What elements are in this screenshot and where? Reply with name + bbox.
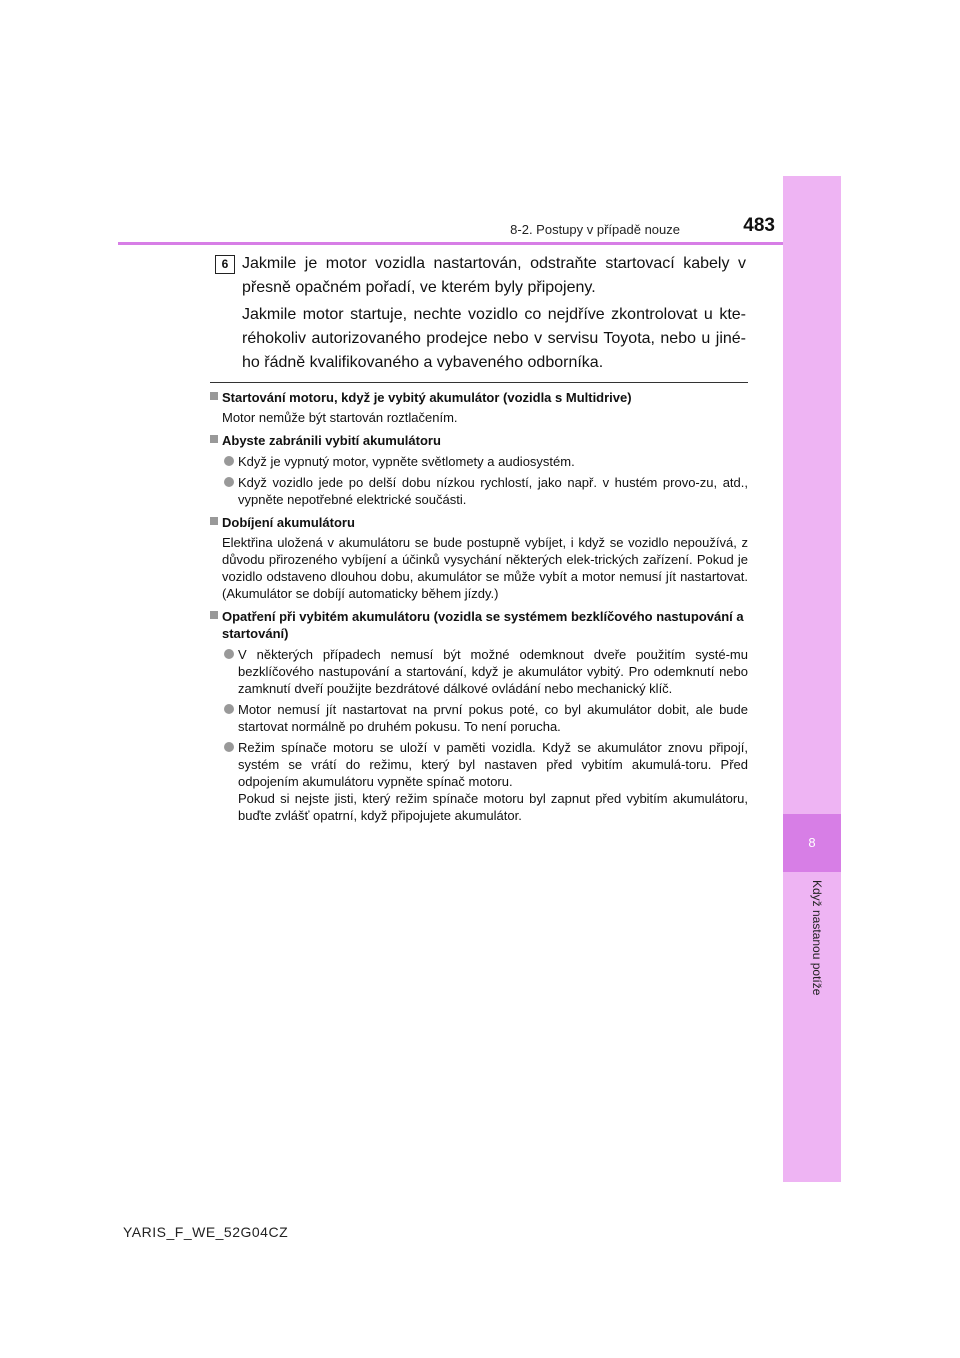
chapter-number-tab[interactable]: 8	[783, 814, 841, 872]
note-body: Motor nemůže být startován roztlačením.	[222, 410, 458, 425]
bullet-item: Když je vypnutý motor, vypněte světlomety a audiosystém.	[210, 453, 748, 470]
bullet-item: V některých případech nemusí být možné odemknout dveře použitím systé-mu bezklíčového nastupování a startování, když je akumulátor vybitý. Pro odemknutí nebo zamknutí dveří použijte bezdrátové dálkové ovládání nebo mechanický klíč.	[210, 646, 748, 697]
round-bullet-icon	[224, 456, 234, 466]
note-heading: Dobíjení akumulátoru	[210, 514, 748, 531]
round-bullet-icon	[224, 649, 234, 659]
round-bullet-icon	[224, 742, 234, 752]
bullet-item: Když vozidlo jede po delší dobu nízkou rychlostí, jako např. v hustém provo-zu, atd., vypněte nepotřebné elektrické součásti.	[210, 474, 748, 508]
square-bullet-icon	[210, 517, 218, 525]
notes-section	[210, 389, 748, 824]
note-heading: Opatření při vybitém akumulátoru (vozidla se systémem bezklíčového nastupování a startování)	[210, 608, 748, 642]
section-title: 8-2. Postupy v případě nouze	[510, 222, 680, 237]
chapter-title-vertical: Když nastanou potíže	[810, 880, 824, 996]
note-heading: Startování motoru, když je vybitý akumulátor (vozidla s Multidrive)	[210, 389, 748, 406]
page-number: 483	[743, 215, 775, 236]
round-bullet-icon	[224, 477, 234, 487]
bullet-item: Motor nemusí jít nastartovat na první pokus poté, co byl akumulátor dobit, ale bude startovat normálně po druhém pokusu. To není porucha.	[210, 701, 748, 735]
square-bullet-icon	[210, 611, 218, 619]
section-divider	[210, 382, 748, 383]
step-instruction: Jakmile je motor vozidla nastartován, odstraňte startovací kabely v přesně opačném pořadí, ve kterém byly připojeny.	[242, 255, 746, 296]
header-rule	[118, 242, 783, 245]
bullet-item: Režim spínače motoru se uloží v paměti vozidla. Když se akumulátor znovu připojí, systém se vrátí do režimu, který byl nastaven před vybitím akumulá-toru. Před odpojením akumulátoru vypněte spínač motoru. Pokud si nejste jisti, který režim spínače motoru byl zapnut před vybitím akumulátoru, buďte zvlášť opatrní, když připojujete akumulátor.	[210, 739, 748, 824]
round-bullet-icon	[224, 704, 234, 714]
bullet-continuation: Pokud si nejste jisti, který režim spínače motoru byl zapnut před vybitím akumulátoru, buďte zvlášť opatrní, když připojujete akumulátor.	[238, 791, 748, 823]
note-heading: Abyste zabránili vybití akumulátoru	[210, 432, 748, 449]
square-bullet-icon	[210, 435, 218, 443]
square-bullet-icon	[210, 392, 218, 400]
step-followup-paragraph: Jakmile motor startuje, nechte vozidlo co nejdříve zkontrolovat u kte-réhokoliv autorizovaného prodejce nebo v servisu Toyota, nebo u jiné-ho řádně kvalifikovaného a vybaveného odborníka.	[242, 306, 746, 371]
document-code: YARIS_F_WE_52G04CZ	[123, 1224, 289, 1240]
step-number-box: 6	[215, 255, 235, 274]
note-body: Elektřina uložená v akumulátoru se bude postupně vybíjet, i když se vozidlo nepoužívá, z důvodu přirozeného vybíjení a účinků vysychání některých elek-trických zařízení. Pokud je vozidlo odstaveno dlouhou dobu, akumulátor se může vybít a motor nemusí jít nastartovat. (Akumulátor se dobíjí automaticky během jízdy.)	[222, 535, 748, 601]
